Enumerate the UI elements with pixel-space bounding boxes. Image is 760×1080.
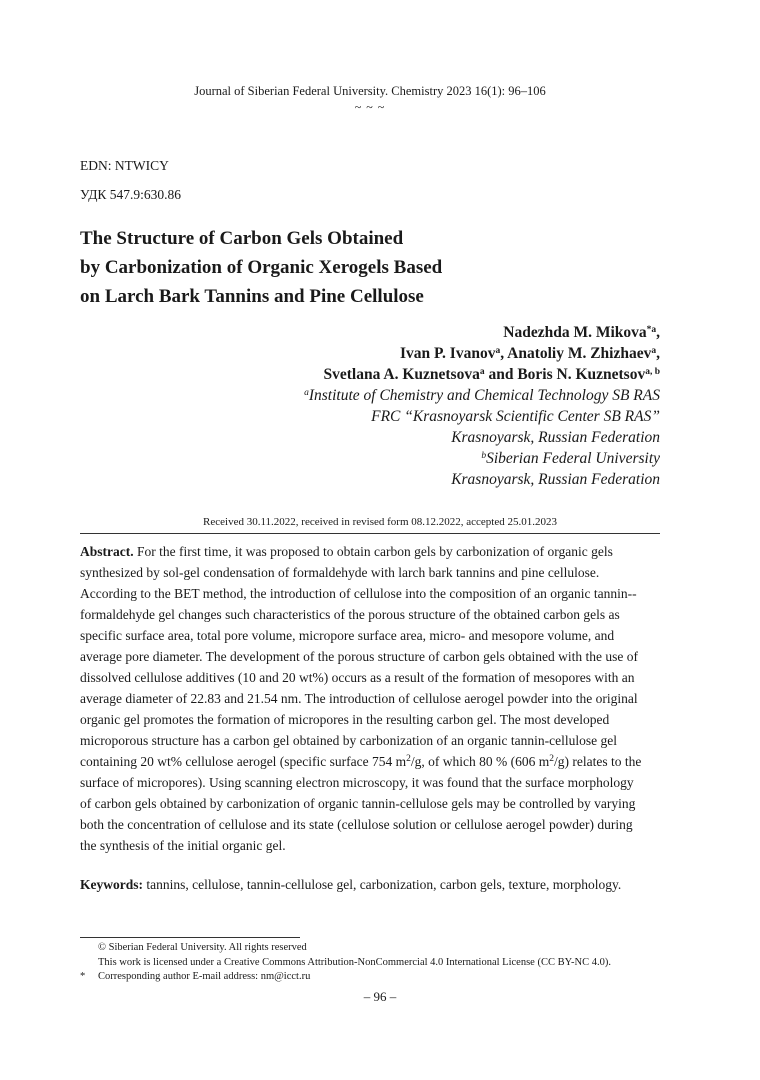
author-affiliation-mark: *a	[646, 325, 657, 335]
footnote-license: This work is licensed under a Creative Commons Attribution-NonCommercial 4.0 International License (CC BY-NC 4.0).	[98, 956, 611, 968]
affiliation-line: Krasnoyarsk, Russian Federation	[451, 471, 660, 488]
header-divider	[80, 533, 660, 534]
footnote-divider	[80, 937, 300, 938]
received-dates: Received 30.11.2022, received in revised form 08.12.2022, accepted 25.01.2023	[203, 516, 557, 528]
author-line: Nadezhda M. Mikova$^{*a}$,	[503, 324, 660, 341]
footnote-star: *	[80, 971, 86, 982]
author-block	[304, 322, 660, 490]
abstract-line: average pore diameter. The development of the porous structure of carbon gels obtained with the use of	[80, 649, 638, 664]
keywords: Keywords: tannins, cellulose, tannin-cellulose gel, carbonization, carbon gels, texture, morphology.	[80, 877, 622, 892]
abstract-line: average diameter of 22.83 and 21.54 nm. The introduction of cellulose aerogel powder into the original	[80, 691, 638, 706]
title-line: on Larch Bark Tannins and Pine Cellulose	[80, 286, 424, 307]
abstract-line: According to the BET method, the introduction of cellulose into the composition of an organic tannin-‐	[80, 586, 637, 601]
author-name: Boris N. Kuznetsov	[517, 366, 646, 383]
abstract-line: dissolved cellulose additives (10 and 20 wt%) occurs as a result of the formation of mesopores with an	[80, 670, 635, 685]
author-affiliation-mark: a, b	[645, 367, 660, 377]
author-name: Nadezhda M. Mikova	[503, 324, 647, 341]
author-line: Ivan P. Ivanov$^a$, Anatoliy M. Zhizhaev$^a$,	[399, 345, 660, 362]
abstract-line: synthesized by sol-gel condensation of formaldehyde with larch bark tannins and pine cellulose.	[80, 565, 600, 580]
author-name: Anatoliy M. Zhizhaev	[507, 345, 652, 362]
affiliation-line: $^b$Siberian Federal University	[481, 450, 660, 467]
header-ornament: ~ ~ ~	[354, 100, 386, 114]
author-line: Svetlana A. Kuznetsova$^a$ and Boris N. Kuznetsov$^{a, b}$	[323, 366, 660, 383]
author-name: Svetlana A. Kuznetsova	[323, 366, 480, 383]
footnote-copyright: © Siberian Federal University. All rights reserved	[98, 942, 307, 953]
article-title	[80, 224, 442, 311]
title-line: The Structure of Carbon Gels Obtained	[80, 228, 404, 249]
abstract-line: specific surface area, total pore volume, micropore surface area, micro- and mesopore volume, and	[80, 628, 615, 643]
page-number: – 96 –	[363, 989, 397, 1004]
abstract-label: Abstract.	[80, 544, 134, 559]
abstract-line: containing 20 wt% cellulose aerogel (specific surface 754 $m^2/g$, of which 80 % (606 $m^2/g$) relates to the	[80, 754, 642, 769]
abstract-line: microporous structure has a carbon gel obtained by carbonization of an organic tannin-cellulose gel	[80, 733, 617, 748]
abstract-line: formaldehyde gel changes such characteristics of the porous structure of the obtained carbon gels as	[80, 607, 620, 622]
title-line: by Carbonization of Organic Xerogels Based	[80, 257, 443, 278]
author-affiliation-mark: a	[651, 346, 657, 356]
keywords-label: Keywords:	[80, 877, 143, 892]
abstract-line: surface of micropores). Using scanning electron microscopy, it was found that the surface morphology	[80, 775, 634, 790]
author-name: Ivan P. Ivanov	[399, 345, 496, 362]
author-affiliation-mark: a	[479, 367, 485, 377]
edn-identifier: EDN: NTWICY	[80, 158, 169, 173]
abstract-line: Abstract. For the first time, it was proposed to obtain carbon gels by carbonization of organic gels	[80, 544, 613, 559]
abstract-line: both the concentration of cellulose and its state (cellulose solution or cellulose aerogel powder) during	[80, 817, 633, 832]
udk-code: УДК 547.9:630.86	[80, 187, 182, 202]
journal-header: Journal of Siberian Federal University. Chemistry 2023 16(1): 96–106	[194, 84, 546, 98]
affiliation-line: $^a$Institute of Chemistry and Chemical Technology SB RAS	[304, 387, 660, 404]
affiliation-line: FRC “Krasnoyarsk Scientific Center SB RAS”	[371, 408, 660, 425]
abstract-line: the synthesis of the initial organic gel.	[80, 838, 286, 853]
abstract	[80, 541, 662, 856]
affiliation-line: Krasnoyarsk, Russian Federation	[451, 429, 660, 446]
abstract-line: of carbon gels obtained by carbonization of organic tannin-cellulose gels may be controlled by varying	[80, 796, 636, 811]
footnote-corresponding: * Corresponding author E-mail address: nm@icct.ru	[80, 970, 611, 985]
author-affiliation-mark: a	[495, 346, 501, 356]
footnotes	[80, 941, 611, 985]
abstract-line: organic gel promotes the formation of micropores in the resulting carbon gel. The most developed	[80, 712, 610, 727]
